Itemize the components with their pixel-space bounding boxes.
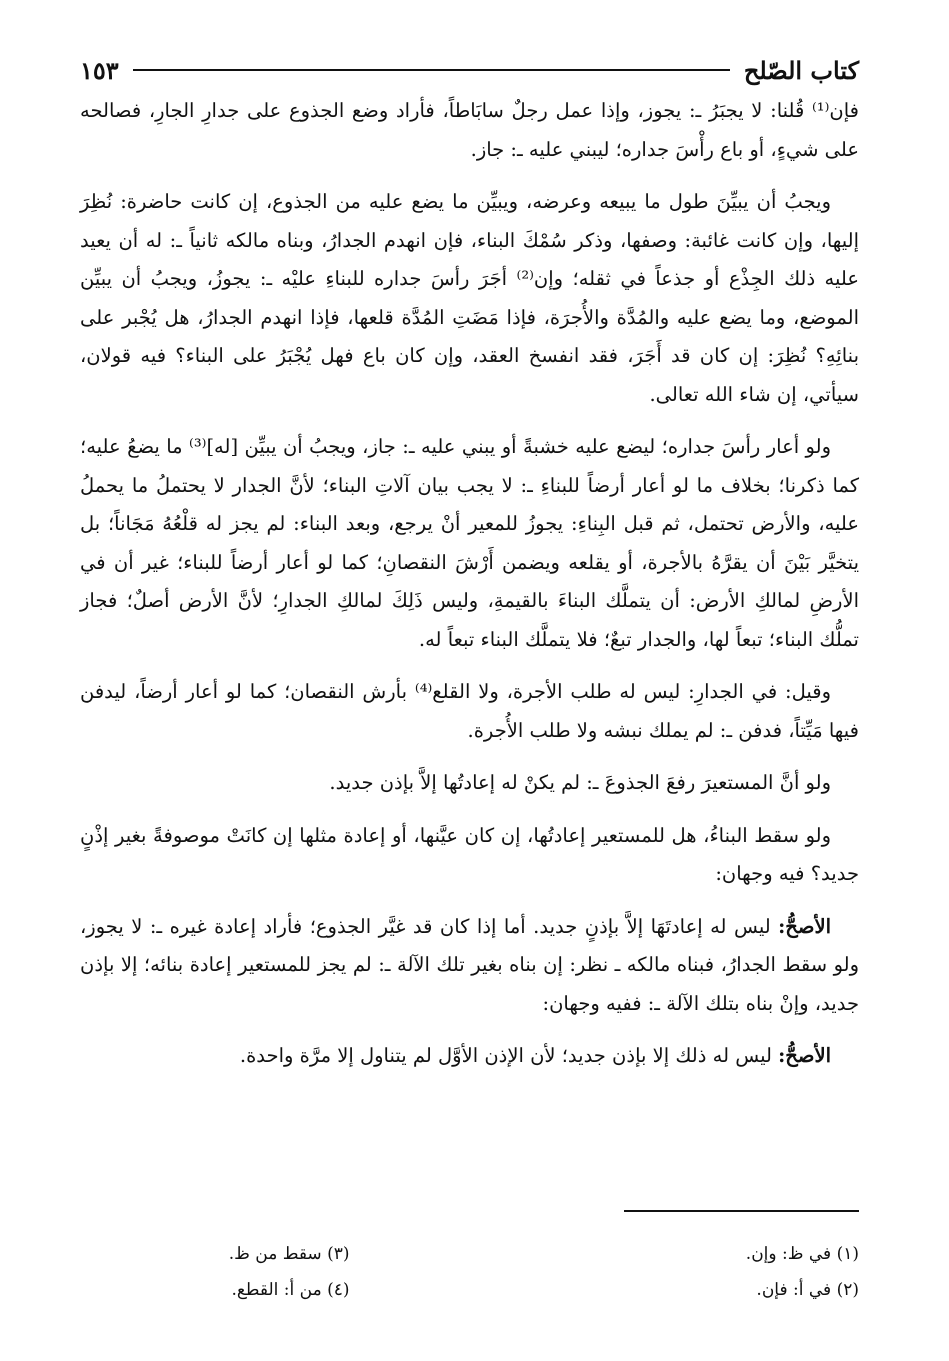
paragraph xyxy=(80,428,859,659)
main-text xyxy=(80,92,859,1090)
paragraph-text: ولو سقط البناءُ، هل للمستعير إعادتُها، إن كان عيَّنها، أو إعادة مثلها إن كانَتْ موصوفةً بغير إذْنٍ جديد؟ فيه وجهان: xyxy=(80,823,859,885)
page-header xyxy=(80,52,859,88)
paragraph-text: ويجبُ أن يبيِّنَ طول ما يبيعه وعرضه، ويبيِّن ما يضع عليه من الجذوع، إن كانت حاضرة: نُظِرَ إليها، وإن كانت غائبة: وصفها، وذكر سُمْكَ البناء، فإن انهدم الجدارُ، وبناه مالكه ثانياً ـ: له أن يعيد عليه ذلك الجِذْع أو جذعاً في ثقله؛ وإن⁽²⁾ أجَرَ رأسَ جداره للبناءِ عليْه ـ: يجوزُ، ويجبُ أن يبيِّن الموضع، وما يضع عليه والمُدَّة والأُجرَة، فإذا مَضَتِ المُدَّة قلعها، فإذا انهدم الجدارُ، هل يُجْبر على بنائِهِ؟ نُظِرَ: إن كان قد أَجَرَ، فقد انفسخ العقد، وإن كان باع فهل يُجْبَرُ على البناء؟ فيه قولان، سيأتي، إن شاء الله تعالى. xyxy=(80,190,859,406)
paragraph xyxy=(80,92,859,169)
paragraph xyxy=(80,817,859,894)
bold-term: الأصحُّ: xyxy=(778,914,831,938)
footnote-column-left xyxy=(80,1236,470,1308)
paragraph xyxy=(80,1037,859,1076)
paragraph xyxy=(80,908,859,1024)
paragraph-text: ليس له ذلك إلا بإذن جديد؛ لأن الإذن الأوَّل لم يتناول إلا مرَّة واحدة. xyxy=(239,1044,779,1067)
footnote-separator xyxy=(624,1210,859,1212)
paragraph xyxy=(80,764,859,803)
footnotes xyxy=(80,1236,859,1308)
paragraph-text: فإن⁽¹⁾ قُلنا: لا يجبَرُ ـ: يجوز، وإذا عمل رجلٌ سابَاطاً، فأراد وضع الجذوع على جدارِ الجارِ، فصالحه على شيءٍ، أو باع رأْسَ جداره؛ ليبني عليه ـ: جاز. xyxy=(80,99,859,161)
page-number: ١٥٣ xyxy=(80,55,119,85)
footnote: (٤) من أ: القطع. xyxy=(231,1280,350,1300)
footnote: (١) في ظ: وإن. xyxy=(745,1244,859,1264)
paragraph-text: ولو أنَّ المستعيرَ رفعَ الجذوعَ ـ: لم يكنْ له إعادتُها إلاَّ بإذن جديد. xyxy=(329,771,831,794)
paragraph xyxy=(80,183,859,414)
footnote-column-right xyxy=(470,1236,860,1308)
footnote: (٣) سقط من ظ. xyxy=(228,1244,350,1264)
running-title: كتاب الصّلح xyxy=(743,55,859,85)
paragraph-text: ليس له إعادتَهَا إلاَّ بإذنٍ جديد. أما إذا كان قد غيَّر الجذوع؛ فأراد إعادة غيره ـ: لا يجوز، ولو سقط الجدارُ، فبناه مالكه ـ نظر: إن بناه بغير تلك الآلة ـ: لم يجز للمستعير إعادة بنائه؛ إلا بإذن جديد، وإنْ بناه بتلك الآلة ـ: ففيه وجهان: xyxy=(80,914,859,1015)
header-rule xyxy=(133,69,730,71)
footnote: (٢) في أ: فإن. xyxy=(756,1280,859,1300)
paragraph-text: ولو أعار رأسَ جداره؛ ليضع عليه خشبةً أو يبني عليه ـ: جاز، ويجبُ أن يبيِّن [له]⁽³⁾ ما يضعُ عليه؛ كما ذكرنا؛ بخلاف ما لو أعار أرضاً للبناءِ ـ: لا يجب بيان آلاتِ البناء؛ لأنَّ الجدار لا يحتملُ ما يحملُ عليه، والأرض تحتمل، ثم قبل البِناءِ: يجوزُ للمعير أنْ يرجع، وبعد البناء: لم يجز له قلْعُهُ مَجَاناً؛ بل يتخيَّر بَيْنَ أن يقرَّهُ بالأجرة، أو يقلعه ويضمن أَرْشَ النقصانِ؛ كما لو أعار أرضاً للبناء؛ غير أن في الأرضِ لمالكِ الأرض: أن يتملَّك البناءَ بالقيمةِ، وليس ذَلِكَ لمالكِ الجدارِ؛ لأنَّ الأرض أصلٌ؛ فجاز تملُّك البناء؛ تبعاً لها، والجدار تبعٌ؛ فلا يتملَّك البناء تبعاً له. xyxy=(80,435,859,651)
paragraph-text: وقيل: في الجدارِ: ليس له طلب الأجرة، ولا القلع⁽⁴⁾ بأرش النقصان؛ كما لو أعار أرضاً، ليدفن فيها مَيِّتاً، فدفن ـ: لم يملك نبشه ولا طلب الأُجرة. xyxy=(80,680,859,742)
paragraph xyxy=(80,673,859,750)
bold-term: الأصحُّ: xyxy=(778,1044,831,1067)
